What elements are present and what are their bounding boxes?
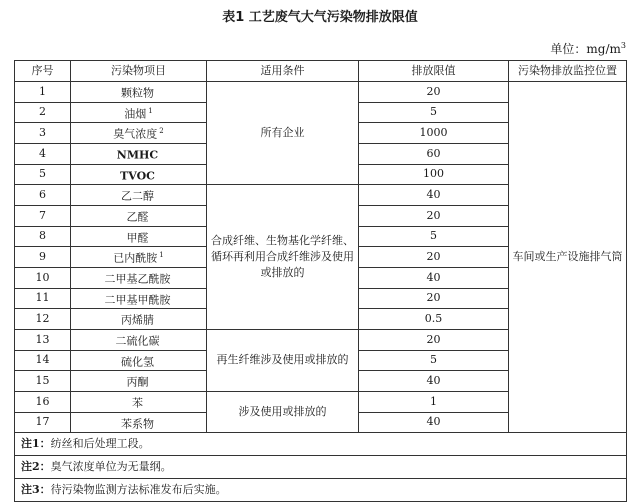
row-item: 苯	[71, 391, 207, 412]
row-item: 乙二醇	[71, 185, 207, 206]
row-item: 乙醛	[71, 205, 207, 226]
table-header-row	[15, 61, 627, 82]
row-item: 已内酰胺 $^1$	[71, 247, 207, 268]
row-no: 17	[15, 412, 71, 433]
note-1: 注1：纺丝和后处理工段。	[15, 433, 627, 456]
condition-benzene: 涉及使用或排放的	[207, 391, 359, 432]
row-no: 2	[15, 102, 71, 123]
row-no: 9	[15, 247, 71, 268]
note-row	[15, 479, 627, 502]
row-no: 16	[15, 391, 71, 412]
note-3: 注3：待污染物监测方法标准发布后实施。	[15, 479, 627, 502]
row-no: 4	[15, 143, 71, 164]
row-item: 二甲基甲酰胺	[71, 288, 207, 309]
row-item: 油烟 $^1$	[71, 102, 207, 123]
row-item: 丙酮	[71, 371, 207, 392]
header-condition: 适用条件	[207, 61, 359, 82]
note-row	[15, 433, 627, 456]
header-item: 污染物项目	[71, 61, 207, 82]
row-no: 13	[15, 329, 71, 350]
table-row	[15, 82, 627, 103]
header-no: 序号	[15, 61, 71, 82]
row-limit: 5	[359, 350, 509, 371]
condition-synthetic: 合成纤维、生物基化学纤维、循环再利用合成纤维涉及使用或排放的	[207, 185, 359, 330]
row-no: 1	[15, 82, 71, 103]
row-limit: 100	[359, 164, 509, 185]
row-item: 二硫化碳	[71, 329, 207, 350]
row-limit: 40	[359, 412, 509, 433]
row-item: 臭气浓度 $^2$	[71, 123, 207, 144]
row-limit: 20	[359, 329, 509, 350]
row-no: 6	[15, 185, 71, 206]
table-title: 表1 工艺废气大气污染物排放限值	[222, 10, 418, 25]
unit-superscript: 3	[620, 41, 626, 50]
header-monitor: 污染物排放监控位置	[509, 61, 627, 82]
row-item: 苯系物	[71, 412, 207, 433]
note-row	[15, 456, 627, 479]
row-no: 10	[15, 267, 71, 288]
unit-label	[550, 40, 626, 57]
row-limit: 0.5	[359, 309, 509, 330]
row-limit: 5	[359, 102, 509, 123]
row-no: 15	[15, 371, 71, 392]
row-limit: 20	[359, 247, 509, 268]
row-limit: 1	[359, 391, 509, 412]
row-no: 5	[15, 164, 71, 185]
unit-text: 单位：mg/m	[550, 42, 621, 56]
row-limit: 20	[359, 288, 509, 309]
row-no: 8	[15, 226, 71, 247]
condition-regenerated: 再生纤维涉及使用或排放的	[207, 329, 359, 391]
row-no: 14	[15, 350, 71, 371]
note-2: 注2：臭气浓度单位为无量纲。	[15, 456, 627, 479]
row-no: 12	[15, 309, 71, 330]
row-limit: 40	[359, 267, 509, 288]
row-item: 丙烯腈	[71, 309, 207, 330]
row-item: 甲醛	[71, 226, 207, 247]
row-no: 3	[15, 123, 71, 144]
row-item: TVOC	[71, 164, 207, 185]
row-limit: 1000	[359, 123, 509, 144]
condition-all: 所有企业	[207, 82, 359, 185]
row-item: 颗粒物	[71, 82, 207, 103]
emission-limits-table	[14, 60, 627, 502]
row-no: 7	[15, 205, 71, 226]
monitor-location: 车间或生产设施排气筒	[509, 82, 627, 433]
row-limit: 5	[359, 226, 509, 247]
row-item: 二甲基乙酰胺	[71, 267, 207, 288]
row-limit: 40	[359, 185, 509, 206]
row-item: 硫化氢	[71, 350, 207, 371]
header-limit: 排放限值	[359, 61, 509, 82]
row-limit: 40	[359, 371, 509, 392]
row-limit: 20	[359, 205, 509, 226]
row-limit: 20	[359, 82, 509, 103]
row-no: 11	[15, 288, 71, 309]
row-limit: 60	[359, 143, 509, 164]
row-item: NMHC	[71, 143, 207, 164]
